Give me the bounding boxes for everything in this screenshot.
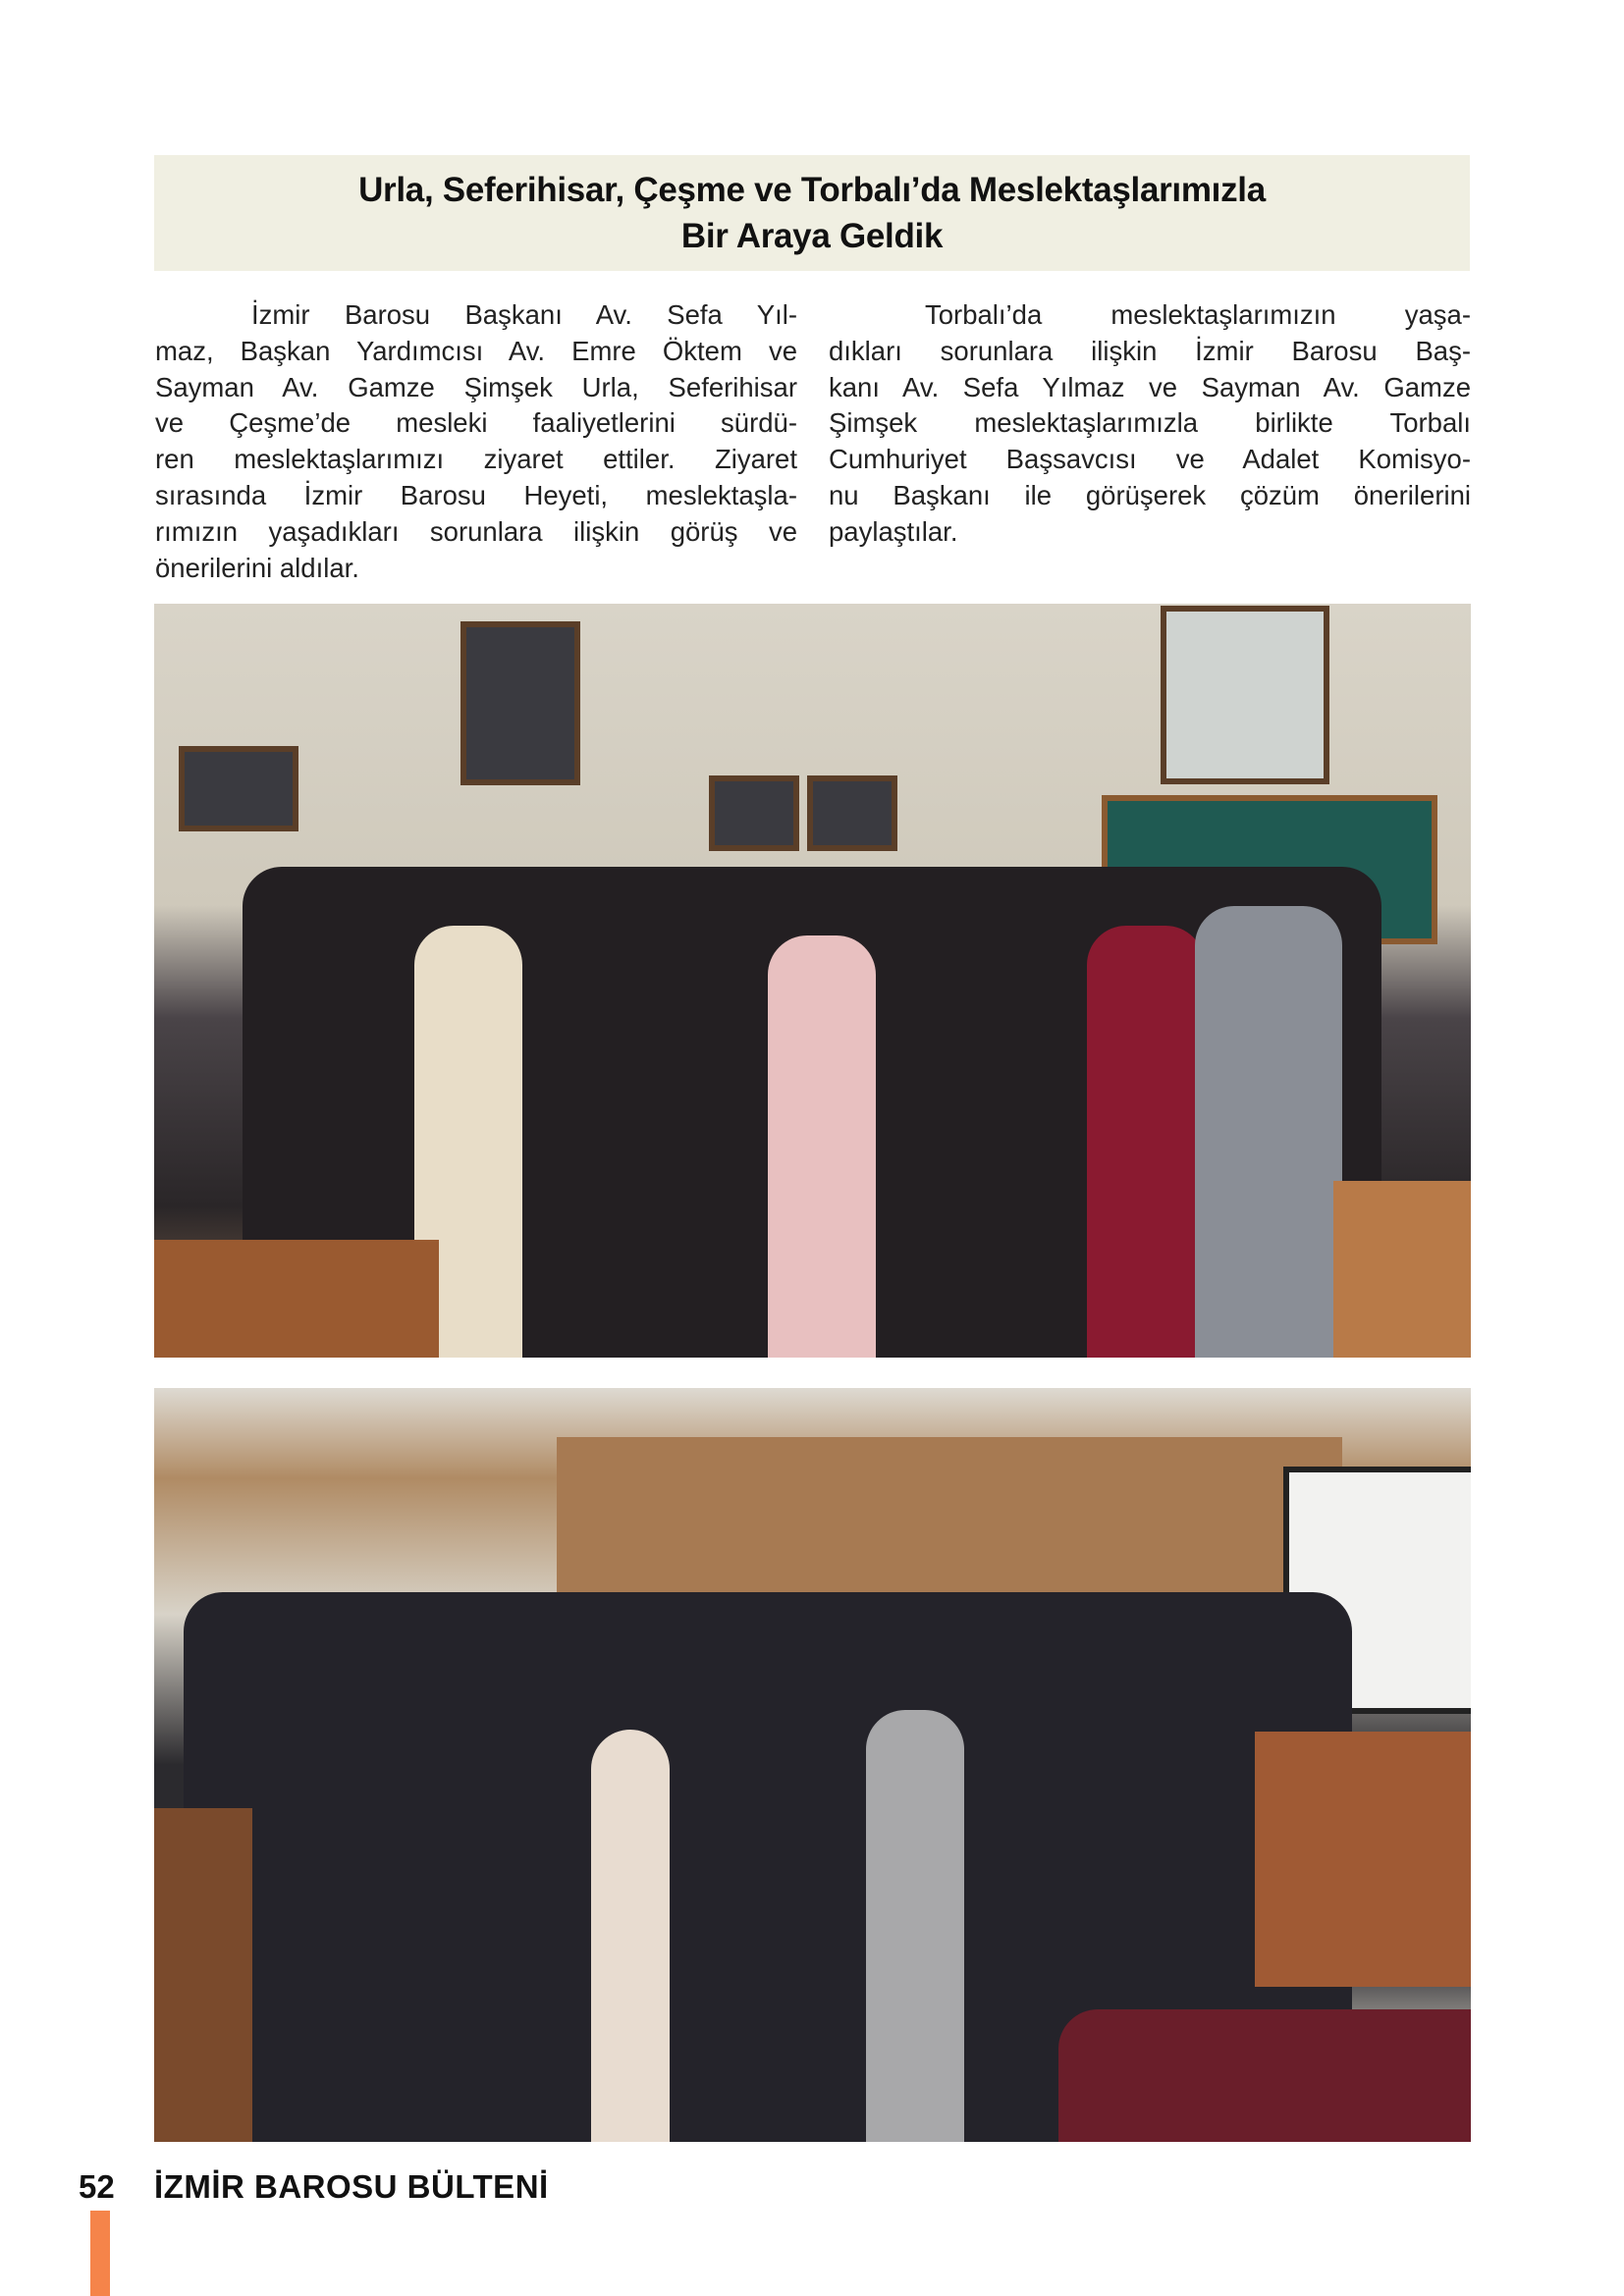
photo-frame bbox=[179, 746, 298, 831]
group-photo-1 bbox=[154, 604, 1471, 1358]
accent-bar bbox=[90, 2211, 110, 2296]
person bbox=[591, 1730, 670, 2142]
text-line: kanı Av. Sefa Yılmaz ve Sayman Av. Gamze bbox=[829, 371, 1471, 402]
text-line: Cumhuriyet Başsavcısı ve Adalet Komisyo- bbox=[829, 444, 1471, 475]
painting-frame bbox=[1161, 606, 1329, 784]
text-line: İzmir Barosu Başkanı Av. Sefa Yıl- bbox=[251, 299, 797, 330]
text-line: Torbalı’da meslektaşlarımızın yaşa- bbox=[925, 299, 1471, 330]
person bbox=[768, 935, 876, 1358]
chair bbox=[154, 1808, 252, 2142]
person bbox=[866, 1710, 964, 2142]
article-title-box bbox=[154, 155, 1470, 271]
text-line: nu Başkanı ile görüşerek çözüm önerilerini bbox=[829, 479, 1471, 510]
person bbox=[1195, 906, 1342, 1358]
portrait-frame bbox=[460, 621, 580, 785]
group-photo-2 bbox=[154, 1388, 1471, 2142]
armchair bbox=[1058, 2009, 1471, 2142]
desk bbox=[154, 1240, 439, 1358]
desk bbox=[1255, 1732, 1471, 1987]
right-text-column bbox=[829, 297, 1471, 551]
text-line: paylaştılar. bbox=[829, 515, 958, 547]
article-title-line-2: Bir Araya Geldik bbox=[680, 217, 944, 255]
desk bbox=[1333, 1181, 1471, 1358]
photo-frame bbox=[807, 775, 897, 851]
left-text-column bbox=[155, 297, 797, 586]
publication-title: İZMİR BAROSU BÜLTENİ bbox=[154, 2168, 549, 2205]
person bbox=[1087, 926, 1205, 1358]
article-title-line-1: Urla, Seferihisar, Çeşme ve Torbalı’da Meslektaşlarımızla bbox=[358, 171, 1266, 209]
text-line: Sayman Av. Gamze Şimşek Urla, Seferihisar bbox=[155, 371, 797, 402]
text-line: ren meslektaşlarımızı ziyaret ettiler. Ziyaret bbox=[155, 444, 797, 475]
text-line: ve Çeşme’de mesleki faaliyetlerini sürdü- bbox=[155, 407, 797, 439]
page-number: 52 bbox=[79, 2168, 115, 2205]
text-line: önerilerini aldılar. bbox=[155, 552, 359, 583]
text-line: maz, Başkan Yardımcısı Av. Emre Öktem ve bbox=[155, 335, 797, 366]
text-line: rımızın yaşadıkları sorunlara ilişkin görüş ve bbox=[155, 515, 797, 547]
text-line: sırasında İzmir Barosu Heyeti, meslektaşla- bbox=[155, 479, 797, 510]
text-line: dıkları sorunlara ilişkin İzmir Barosu Baş- bbox=[829, 335, 1471, 366]
text-line: Şimşek meslektaşlarımızla birlikte Torbalı bbox=[829, 407, 1471, 439]
photo-frame bbox=[709, 775, 799, 851]
